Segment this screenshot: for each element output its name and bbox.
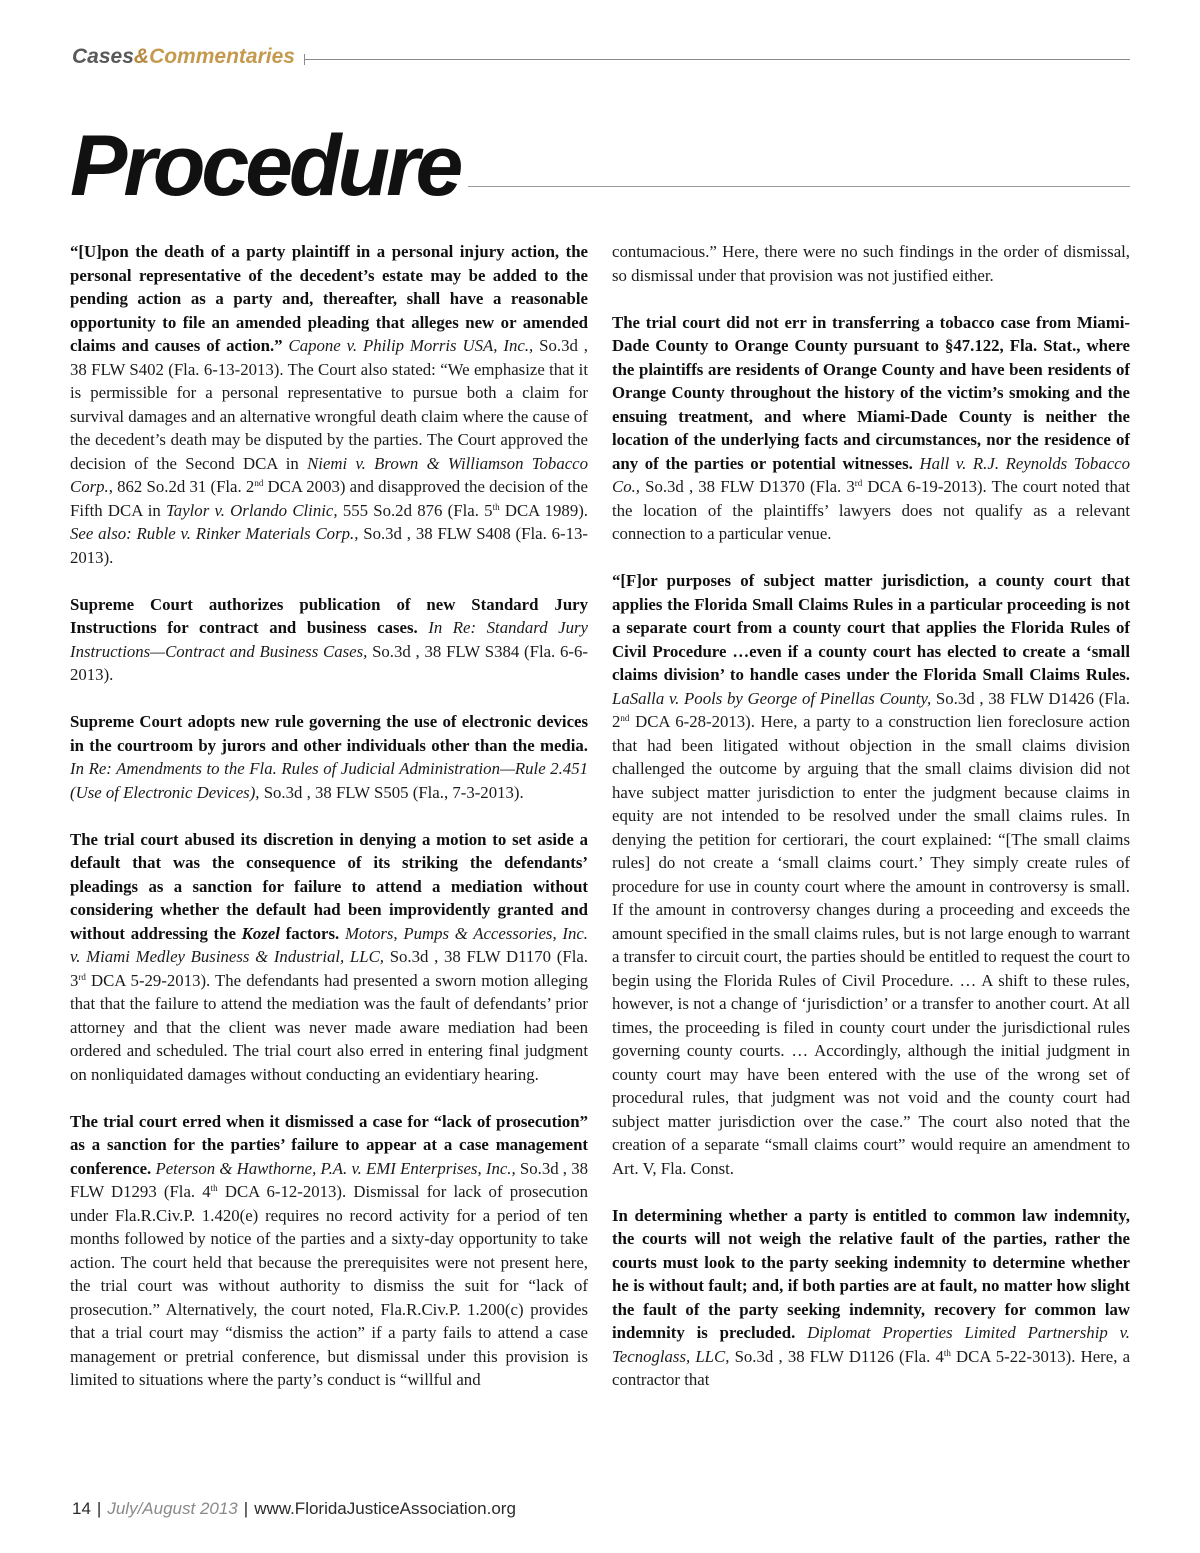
brand-ampersand: & (133, 45, 150, 68)
citation: DCA 6-19-2013). The court noted that the location of the plaintiffs’ lawyers does not qualify as a relevant connection to a particular venue. (612, 477, 1130, 543)
case-name: Niemi v. Brown & Williamson Tobacco Corp. (70, 453, 588, 496)
citation: So.3d , 38 FLW S505 (Fla., 7-3-2013). (259, 782, 524, 802)
right-column (612, 240, 1130, 1415)
issue-date: July/August 2013 (107, 1499, 238, 1518)
case-summary-jury-instructions (70, 593, 588, 687)
running-header (72, 43, 1130, 73)
case-summary-motors-pumps (70, 828, 588, 1087)
case-summary-diplomat (612, 1204, 1130, 1392)
citation: So.3d , 38 FLW D1293 (Fla. 4 (70, 1158, 588, 1201)
citation: 555 So.2d 876 (Fla. 5 (337, 500, 493, 520)
ordinal-suffix: rd (78, 971, 86, 982)
case-name: Motors, Pumps & Accessories, Inc. v. Miami Medley Business & Industrial, LLC, (70, 923, 588, 966)
citation: DCA 1989). (499, 500, 588, 520)
citation: , 862 So.2d 31 (Fla. 2 (108, 477, 255, 496)
case-summary-electronic-devices (70, 710, 588, 804)
citation: So.3d , 38 FLW S402 (Fla. 6-13-2013). The Court also stated: “We emphasize that it is permissible for a personal representative to pursue both a claim for survival damages and an alternative wrongful death claim where the cause of the decedent’s death may be disputed by the parties. The Court approved the decision of the Second DCA in (70, 336, 588, 473)
footer-separator: | (96, 1499, 102, 1518)
case-name: Taylor v. Orlando Clinic, (166, 500, 338, 520)
kozel-emphasis: Kozel (241, 923, 280, 943)
ordinal-suffix: th (943, 1347, 951, 1358)
citation: DCA 5-22-3013). Here, a contractor that (612, 1346, 1131, 1389)
section-brand (72, 43, 295, 71)
citation: DCA 5-29-2013). The defendants had presented a sworn motion alleging that that the failure to attend the mediation was the fault of defendants’ prior attorney and that the client was never made aware mediation had been ordered and scheduled. The trial court also erred in entering final judgment on nonliquidated damages without conducting an evidentiary hearing. (70, 970, 588, 1084)
case-name: Hall v. R.J. Reynolds Tobacco Co., (612, 453, 1130, 496)
page-number: 14 (72, 1499, 91, 1518)
ordinal-suffix: th (210, 1183, 218, 1193)
case-name: LaSalla v. Pools by George of Pinellas County, (612, 688, 932, 708)
holding: Supreme Court adopts new rule governing the use of electronic devices in the courtroom by jurors and other individuals other than the media. (70, 712, 588, 755)
case-name: Diplomat Properties Limited Partnership v. Tecnoglass, LLC, (612, 1323, 1130, 1366)
case-name: Capone v. Philip Morris USA, Inc., (288, 336, 534, 355)
holding: In determining whether a party is entitled to common law indemnity, the courts will not weigh the relative fault of the parties, rather the courts must look to the party seeking indemnity to determine whether he is without fault; and, if both parties are at fault, no matter how slight the fault of the party seeking indemnity, recovery for common law indemnity is precluded. (612, 1205, 1130, 1342)
case-summary-peterson (70, 1110, 588, 1392)
case-summary-capone (70, 240, 588, 569)
ordinal-suffix: nd (620, 713, 630, 723)
left-column (70, 240, 588, 1415)
holding: The trial court erred when it dismissed a case for “lack of prosecution” as a sanction for the parties’ failure to appear at a case management conference. (70, 1111, 588, 1178)
title-rule (468, 186, 1130, 187)
citation: DCA 6-12-2013). Dismissal for lack of prosecution under Fla.R.Civ.P. 1.420(e) requires no record activity for a period of ten months followed by notice of the parties and a sixty-day opportunity to take action. The court held that because the prerequisites were not present here, the trial court was without authority to dismiss the suit for “lack of prosecution.” Alternatively, the court noted, Fla.R.Civ.P. 1.200(c) provides that a trial court may “dismiss the action” if a party fails to attend a case management or pretrial conference, but dismissal under this provision is limited to situations where the party’s conduct is “willful and (70, 1182, 588, 1389)
brand-commentaries: Commentaries (149, 45, 295, 68)
page-title: Procedure (70, 118, 460, 214)
holding: “[U]pon the death of a party plaintiff in a personal injury action, the personal representative of the decedent’s estate may be added to the pending action as a party and, thereafter, shall have a reasonable opportunity to file an amended pleading that alleges new or amended claims and causes of action.” (70, 242, 588, 355)
ordinal-suffix: rd (854, 478, 863, 488)
citation: So.3d , 38 FLW D1370 (Fla. 3 (639, 477, 855, 496)
citation: DCA 6-28-2013). Here, a party to a construction lien foreclosure action that had been litigated without objection in the small claims division challenged the outcome by arguing that the small claims division did not have subject matter jurisdiction to enter the judgment because claims in equity are not intended to be resolved under the small claims rules. In denying the petition for certiorari, the court explained: “[The small claims rules] do not create a ‘small claims court.’ They simply create rules of procedure for use in county court where the amount in controversy is small. If the amount in controversy changes during a proceeding and exceeds the amount specified in the small claims rules, but is not large enough to warrant a transfer to circuit court, the parties should be entitled to request the court to begin using the Florida Rules of Civil Procedure. … A shift to these rules, however, is not a change of ‘jurisdiction’ or a transfer to another court. At all times, the proceeding is filed in county court under the jurisdictional rules governing county courts. … Accordingly, although the initial judgment in county court may have been entered with the use of the wrong set of procedural rules, that judgment was not void and the county court had subject matter jurisdiction over the case.” The court also noted that the creation of a separate “small claims court” would require an amendment to Art. V, Fla. Const. (612, 712, 1130, 1178)
header-rule (304, 59, 1130, 60)
case-summary-lasalla (612, 569, 1130, 1180)
citation: So.3d , 38 FLW S384 (Fla. 6-6-2013). (70, 641, 588, 684)
ordinal-suffix: th (492, 501, 500, 512)
holding-text: factors. (279, 923, 340, 943)
holding: The trial court did not err in transferring a tobacco case from Miami-Dade County to Orange County pursuant to §47.122, Fla. Stat., where the plaintiffs are residents of Orange County and have been residents of Orange County throughout the history of the victim’s smoking and the ensuing treatment, and where Miami-Dade County is neither the location of the underlying facts and circumstances, nor the residence of any of the parties or potential witnesses. (612, 312, 1130, 473)
case-name: In Re: Standard Jury Instructions—Contract and Business Cases, (70, 618, 588, 661)
holding: Supreme Court authorizes publication of new Standard Jury Instructions for contract and business cases. (70, 594, 588, 637)
citation: DCA 2003) and disapproved the decision of the Fifth DCA in (70, 477, 588, 520)
continuation-text: contumacious.” Here, there were no such findings in the order of dismissal, so dismissal under that provision was not justified either. (612, 242, 1130, 285)
website-url[interactable]: www.FloridaJusticeAssociation.org (254, 1499, 516, 1518)
brand-cases: Cases (72, 45, 134, 68)
citation: So.3d , 38 FLW S408 (Fla. 6-13-2013). (70, 524, 588, 567)
holding-text: The trial court abused its discretion in denying a motion to set aside a default that was the consequence of its striking the defendants’ pleadings as a sanction for failure to attend a mediation without considering whether the default had been improvidently granted and without addressing the (70, 829, 588, 943)
ordinal-suffix: nd (254, 478, 264, 488)
case-name: Peterson & Hawthorne, P.A. v. EMI Enterprises, Inc., (155, 1158, 516, 1178)
citation: So.3d , 38 FLW D1426 (Fla. 2 (612, 688, 1130, 731)
citation: So.3d , 38 FLW D1126 (Fla. 4 (729, 1346, 944, 1366)
see-also: See also: Ruble v. Rinker Materials Corp., (70, 524, 359, 543)
holding: “[F]or purposes of subject matter jurisdiction, a county court that applies the Florida Small Claims Rules in a particular proceeding is not a separate court from a county court that applies the Florida Rules of Civil Procedure …even if a county court has elected to create a ‘small claims division’ to handle cases under the Florida Small Claims Rules. (612, 571, 1130, 684)
footer-separator: | (243, 1499, 249, 1518)
citation: So.3d , 38 FLW D1170 (Fla. 3 (70, 947, 588, 990)
case-name: In Re: Amendments to the Fla. Rules of Judicial Administration—Rule 2.451 (Use of Electronic Devices), (70, 759, 588, 802)
case-summary-hall (612, 311, 1130, 546)
page-footer (72, 1497, 516, 1521)
